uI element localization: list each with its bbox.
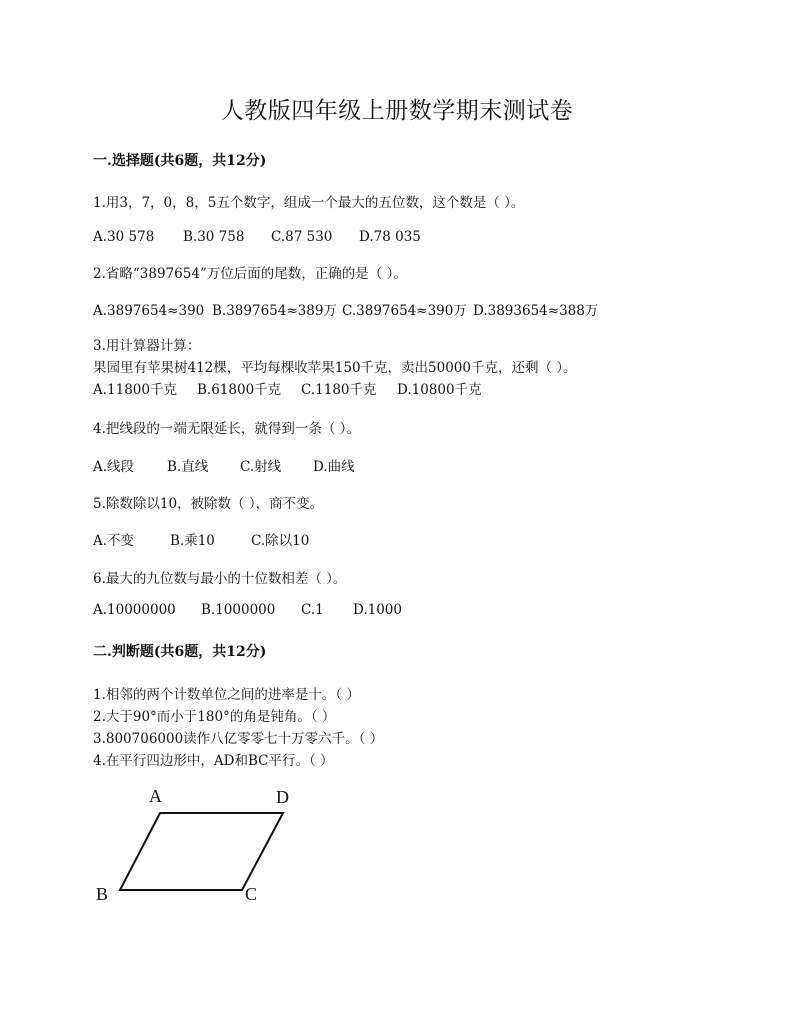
- option-d: D.10800千克: [397, 382, 482, 398]
- option-b: B.1000000: [201, 602, 276, 618]
- page-title: 人教版四年级上册数学期末测试卷: [220, 98, 574, 124]
- section-choice-header: 一.选择题(共6题，共12分): [93, 153, 267, 169]
- option-c: C.射线: [240, 459, 282, 475]
- option-b: B.乘10: [170, 533, 215, 549]
- option-a: A.11800千克: [93, 382, 177, 398]
- choice-q4-options: [93, 455, 355, 475]
- choice-q3-options: [93, 378, 482, 398]
- choice-q6-options: [93, 602, 402, 618]
- option-c: C.1: [301, 602, 324, 618]
- judge-q3-text: 3.800706000读作八亿零零七十万零六千。（ ）: [93, 731, 384, 747]
- choice-q2-options: [93, 299, 598, 319]
- judge-q2-text: 2.大于90°而小于180°的角是钝角。（ ）: [93, 709, 336, 725]
- vertex-label-d: D: [276, 787, 289, 807]
- option-a: A.线段: [93, 459, 135, 475]
- choice-q2-text: 2.省略“3897654”万位后面的尾数，正确的是（ ）。: [93, 266, 407, 282]
- option-c: C.1180千克: [301, 382, 377, 398]
- choice-q5-text: 5.除数除以10，被除数（ ），商不变。: [93, 496, 324, 512]
- parallelogram-figure: [90, 780, 320, 910]
- choice-q1-options: [93, 229, 421, 245]
- option-b: B.61800千克: [197, 382, 282, 398]
- option-a: A.3897654≈390: [93, 303, 205, 319]
- vertex-label-a: A: [149, 786, 162, 806]
- choice-q3-text2: 果园里有苹果树412棵，平均每棵收苹果150千克，卖出50000千克，还剩（ ）。: [93, 360, 577, 376]
- choice-q3-text1: 3.用计算器计算：: [93, 338, 201, 354]
- judge-q4-text: 4.在平行四边形中，AD和BC平行。（ ）: [93, 753, 334, 769]
- choice-q6-text: 6.最大的九位数与最小的十位数相差（ ）。: [93, 571, 347, 587]
- option-d: D.1000: [353, 602, 402, 618]
- option-c: C.除以10: [251, 533, 310, 549]
- option-a: A.10000000: [93, 602, 176, 618]
- option-d: D.曲线: [313, 459, 355, 475]
- option-b: B.直线: [167, 459, 209, 475]
- option-d: D.78 035: [359, 229, 421, 245]
- option-a: A.不变: [93, 533, 135, 549]
- option-a: A.30 578: [93, 229, 155, 245]
- vertex-label-c: C: [245, 884, 258, 904]
- choice-q4-text: 4.把线段的一端无限延长，就得到一条（ ）。: [93, 421, 360, 437]
- judge-q1-text: 1.相邻的两个计数单位之间的进率是十。（ ）: [93, 687, 360, 703]
- option-b: B.30 758: [183, 229, 245, 245]
- option-c: C.3897654≈390万: [342, 303, 467, 319]
- choice-q5-options: [93, 529, 309, 549]
- choice-q1-text: 1.用3，7，0，8，5五个数字，组成一个最大的五位数，这个数是（ ）。: [93, 195, 525, 211]
- section-judge-header: 二.判断题(共6题，共12分): [93, 644, 267, 660]
- option-d: D.3893654≈388万: [473, 303, 599, 319]
- option-b: B.3897654≈389万: [212, 303, 337, 319]
- option-c: C.87 530: [271, 229, 333, 245]
- vertex-label-b: B: [96, 884, 109, 904]
- parallelogram-shape: [120, 813, 283, 890]
